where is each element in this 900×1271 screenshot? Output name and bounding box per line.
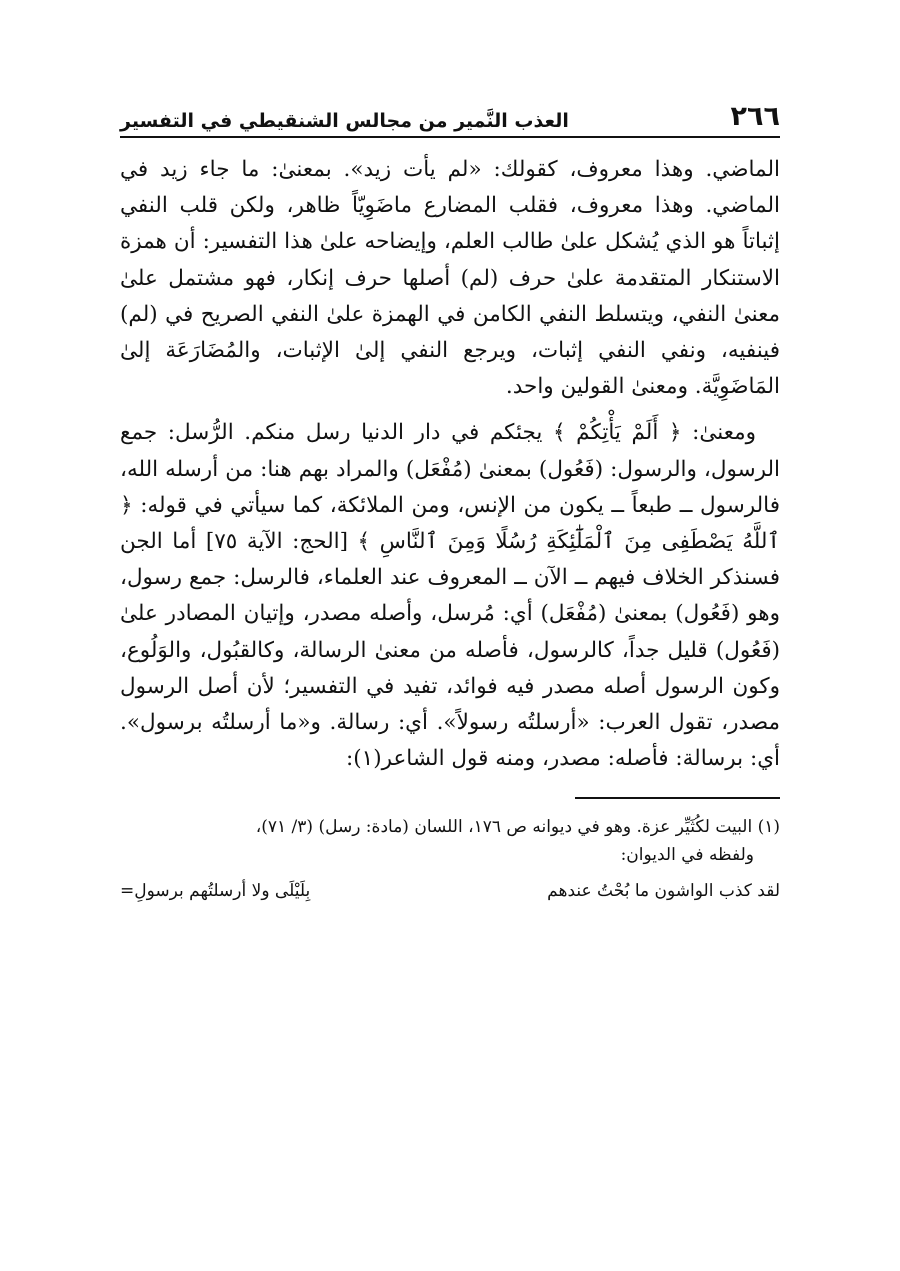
poem-verse [120, 877, 780, 905]
paragraph: الماضي. وهذا معروف، كقولك: «لم يأت زيد». بمعنىٰ: ما جاء زيد في الماضي. وهذا معروف، فقلب المضارع ماضَوِيّاً ظاهر، ولكن قلب النفي إثباتاً هو الذي يُشكل علىٰ طالب العلم، وإيضاحه علىٰ هذا التفسير: أن همزة الاستنكار المتقدمة علىٰ حرف (لم) أصلها حرف إنكار، فهو مشتمل علىٰ معنىٰ النفي، ويتسلط النفي الكامن في الهمزة علىٰ النفي الصريح في (لم) فينفيه، ونفي النفي إثبات، ويرجع النفي إلىٰ الإثبات، والمُضَارَعَة إلىٰ المَاضَوِيَّة. ومعنىٰ القولين واحد. [120, 157, 780, 400]
footnote-1: (١) البيت لكُثَيِّر عزة. وهو في ديوانه ص ١٧٦، اللسان (مادة: رسل) (٣/ ٧١)، [255, 817, 780, 838]
paragraph: ومعنىٰ: ﴿ أَلَمْ يَأْتِكُمْ ﴾ يجئكم في دار الدنيا رسل منكم. الرُّسل: جمع الرسول، والرسول: (فَعُول) بمعنىٰ (مُفْعَل) والمراد بهم هنا: من أرسله الله، فالرسول ــ طبعاً ــ يكون من الإنس، ومن الملائكة، كما سيأتي في قوله: ﴿ ٱللَّهُ يَصْطَفِى مِنَ ٱلْمَلَٰٓئِكَةِ رُسُلًا وَمِنَ ٱلنَّاسِ ﴾ [الحج: الآية ٧٥] أما الجن فسنذكر الخلاف فيهم ــ الآن ــ المعروف عند العلماء، فالرسل: جمع رسول، وهو (فَعُول) بمعنىٰ (مُفْعَل) أي: مُرسل، وأصله مصدر، وإتيان المصادر علىٰ (فَعُول) قليل جداً، كالرسول، فأصله من معنىٰ الرسالة، وكالقبُول، والوَلُوع، وكون الرسول أصله مصدر فيه فوائد، تفيد في التفسير؛ لأن أصل الرسول مصدر، تقول العرب: «أرسلتُه رسولاً». أي: رسالة. و«ما أرسلتُه برسول». أي: برسالة: فأصله: مصدر، ومنه قول الشاعر(١): [120, 420, 780, 772]
footnotes [120, 813, 780, 905]
main-text [120, 152, 780, 777]
footnote-divider [575, 797, 780, 799]
verse-first-hemistich: لقد كذب الواشون ما بُحْتُ عندهم [547, 881, 780, 902]
book-title: العذب النَّمير من مجالس الشنقيطي في التفسير [120, 110, 569, 132]
book-page [120, 88, 780, 905]
footnote-1-continuation: ولفظه في الديوان: [620, 845, 754, 866]
verse-second-hemistich: بِلَيْلَى ولا أرسلتُهم برسولِ= [120, 881, 311, 902]
page-number: ٢٦٦ [730, 101, 780, 132]
running-header [120, 88, 780, 138]
